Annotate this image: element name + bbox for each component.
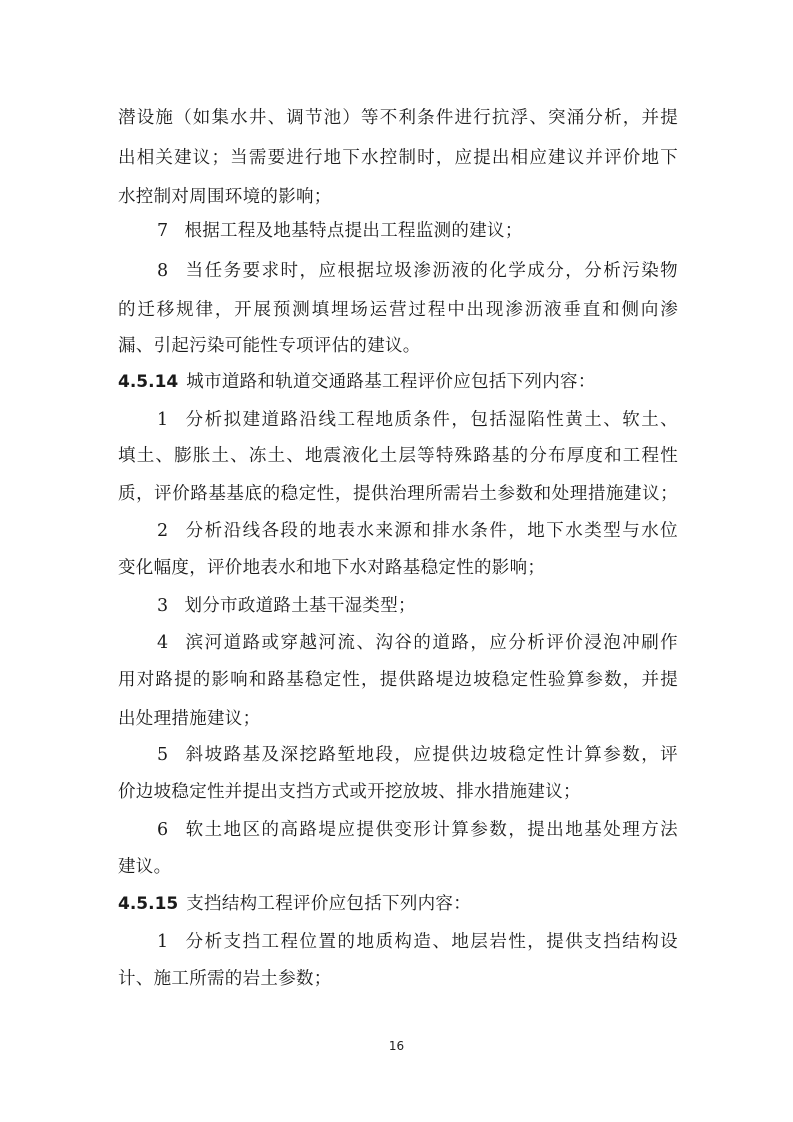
item-text: 软土地区的高路堤应提供变形计算参数，提出地基处理方法	[184, 820, 678, 840]
item-text: 根据工程及地基特点提出工程监测的建议；	[184, 221, 523, 241]
section-number: 4.5.14	[118, 372, 179, 392]
paragraph-line: 质，评价路基基底的稳定性，提供治理所需岩土参数和处理措施建议；	[118, 484, 678, 504]
paragraph-line: 填土、膨胀土、冻土、地震液化土层等特殊路基的分布厚度和工程性	[118, 446, 678, 466]
list-item-3	[157, 594, 678, 618]
list-item-1	[157, 930, 678, 954]
section-heading-4-5-15	[118, 892, 678, 916]
item-text: 滨河道路或穿越河流、沟谷的道路，应分析评价浸泡冲刷作	[184, 633, 678, 653]
item-number: 2	[157, 521, 169, 541]
paragraph-line: 的迁移规律，开展预测填埋场运营过程中出现渗沥液垂直和侧向渗	[118, 300, 678, 320]
item-number: 5	[157, 745, 169, 765]
list-item-7	[157, 219, 678, 243]
paragraph-line: 建议。	[118, 857, 172, 877]
item-text: 分析支挡工程位置的地质构造、地层岩性，提供支挡结构设	[184, 932, 678, 952]
section-heading-4-5-14	[118, 370, 678, 394]
item-text: 当任务要求时，应根据垃圾渗沥液的化学成分，分析污染物	[184, 261, 678, 281]
list-item-5	[157, 743, 678, 767]
page-number: 16	[388, 1039, 405, 1053]
item-text: 分析拟建道路沿线工程地质条件，包括湿陷性黄土、软土、	[184, 410, 678, 430]
section-title: 城市道路和轨道交通路基工程评价应包括下列内容：	[186, 372, 596, 392]
paragraph-line: 用对路提的影响和路基稳定性，提供路堤边坡稳定性验算参数，并提	[118, 670, 678, 690]
list-item-8	[157, 259, 678, 283]
list-item-6	[157, 818, 678, 842]
item-text: 斜坡路基及深挖路堑地段，应提供边坡稳定性计算参数，评	[184, 745, 678, 765]
paragraph-line: 变化幅度，评价地表水和地下水对路基稳定性的影响；	[118, 558, 546, 578]
paragraph-line: 漏、引起污染可能性专项评估的建议。	[118, 336, 421, 356]
item-number: 8	[157, 261, 169, 281]
item-text: 划分市政道路土基干湿类型；	[184, 596, 416, 616]
item-number: 6	[157, 820, 169, 840]
paragraph-line: 计、施工所需的岩土参数；	[118, 969, 332, 989]
paragraph-line: 价边坡稳定性并提出支挡方式或开挖放坡、排水措施建议；	[118, 782, 581, 802]
item-number: 3	[157, 596, 169, 616]
item-number: 1	[157, 932, 169, 952]
item-number: 1	[157, 410, 169, 430]
section-title: 支挡结构工程评价应包括下列内容：	[186, 894, 472, 914]
paragraph-line: 水控制对周围环境的影响；	[118, 187, 332, 207]
paragraph-line: 出处理措施建议；	[118, 709, 261, 729]
item-number: 4	[157, 633, 169, 653]
list-item-2	[157, 519, 678, 543]
item-number: 7	[157, 221, 169, 241]
section-number: 4.5.15	[118, 894, 179, 914]
item-text: 分析沿线各段的地表水来源和排水条件，地下水类型与水位	[184, 521, 678, 541]
list-item-1	[157, 408, 678, 432]
paragraph-line: 潜设施（如集水井、调节池）等不利条件进行抗浮、突涌分析，并提	[118, 108, 678, 128]
list-item-4	[157, 631, 678, 655]
paragraph-line: 出相关建议；当需要进行地下水控制时，应提出相应建议并评价地下	[118, 148, 678, 168]
